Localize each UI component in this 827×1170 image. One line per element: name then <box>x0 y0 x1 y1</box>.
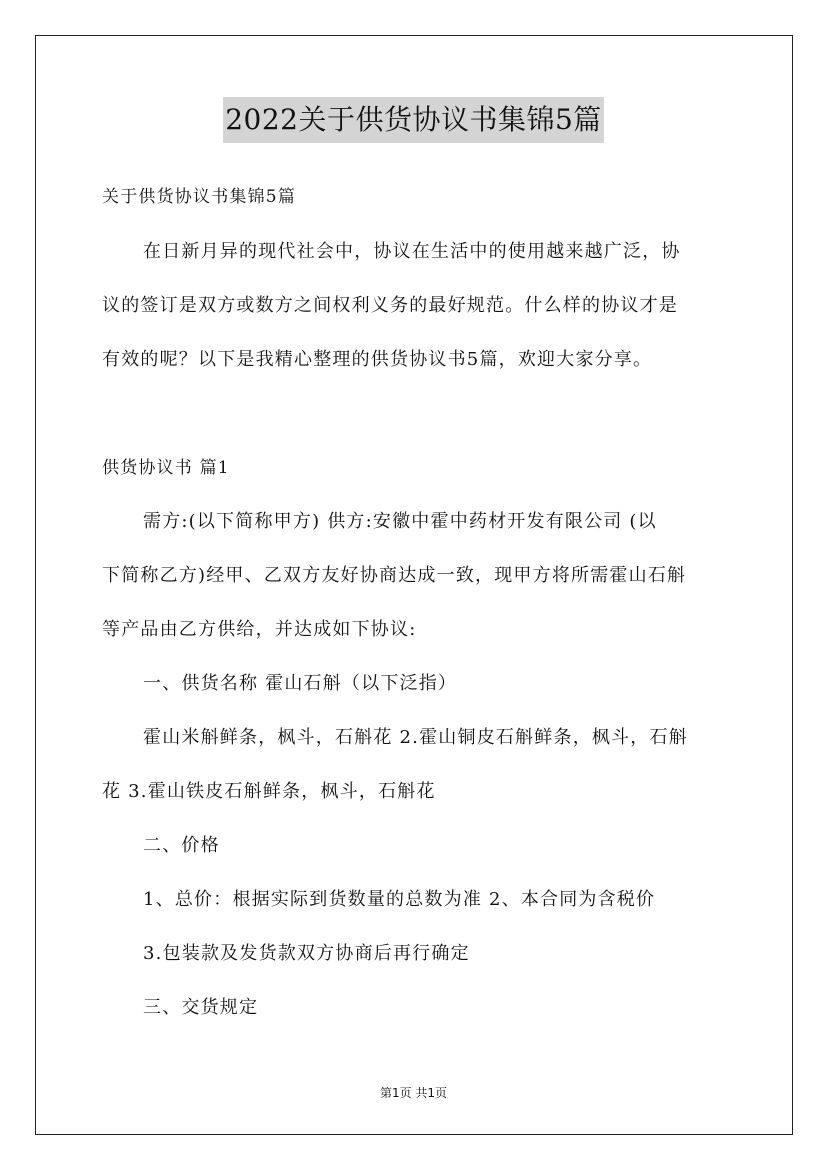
parties-line-1: 需方:(以下简称甲方) 供方:安徽中霍中药材开发有限公司 (以 <box>143 511 657 532</box>
clause2-item-line-1: 1、总价：根据实际到货数量的总数为准 2、本合同为含税价 <box>143 889 656 910</box>
title-container <box>0 97 827 143</box>
page-footer: 第1页 共1页 <box>379 1086 448 1100</box>
intro-line-3: 有效的呢？以下是我精心整理的供货协议书5篇，欢迎大家分享。 <box>102 349 653 370</box>
document-title: 2022关于供货协议书集锦5篇 <box>223 97 604 143</box>
intro-line-1: 在日新月异的现代社会中，协议在生活中的使用越来越广泛，协 <box>143 241 681 262</box>
clause1-item-line-1: 霍山米斛鲜条，枫斗，石斛花 2.霍山铜皮石斛鲜条，枫斗，石斛 <box>143 727 688 748</box>
clause1-item-line-2: 花 3.霍山铁皮石斛鲜条，枫斗，石斛花 <box>102 781 436 802</box>
intro-line-2: 议的签订是双方或数方之间权利义务的最好规范。什么样的协议才是 <box>102 295 678 316</box>
clause1-heading: 一、供货名称 霍山石斛（以下泛指） <box>143 673 458 694</box>
clause2-heading: 二、价格 <box>143 835 220 856</box>
document-subtitle: 关于供货协议书集锦5篇 <box>102 187 297 207</box>
clause2-item-line-2: 3.包装款及发货款双方协商后再行确定 <box>143 943 470 964</box>
parties-line-2: 下简称乙方)经甲、乙双方友好协商达成一致，现甲方将所需霍山石斛 <box>102 565 687 586</box>
section-heading: 供货协议书 篇1 <box>102 458 230 478</box>
clause3-heading: 三、交货规定 <box>143 997 259 1018</box>
parties-line-3: 等产品由乙方供给，并达成如下协议: <box>102 619 417 640</box>
